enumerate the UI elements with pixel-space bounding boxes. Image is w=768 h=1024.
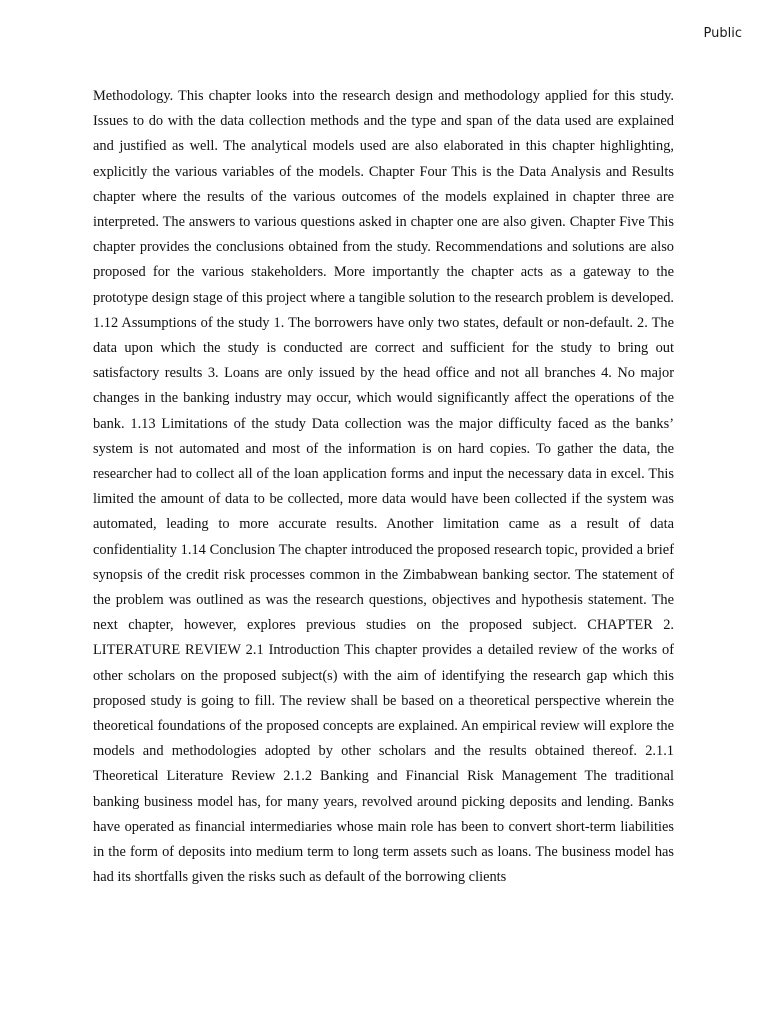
body-paragraph: Methodology. This chapter looks into the research design and methodology applied for this study. Issues to do with the data collection methods and the type and span of the data used are explained and justified as well. The analytical models used are also elaborated in this chapter highlighting, explicitly the various variables of the models. Chapter Four This is the Data Analysis and Results chapter where the results of the various outcomes of the models explained in chapter three are interpreted. The answers to various questions asked in chapter one are also given. Chapter Five This chapter provides the conclusions obtained from the study. Recommendations and solutions are also proposed for the various stakeholders. More importantly the chapter acts as a gateway to the prototype design stage of this project where a tangible solution to the research problem is developed. 1.12 Assumptions of the study 1. The borrowers have only two states, default or non-default. 2. The data upon which the study is conducted are correct and sufficient for the study to bring out satisfactory results 3. Loans are only issued by the head office and not all branches 4. No major changes in the banking industry may occur, which would significantly affect the operations of the bank. 1.13 Limitations of the study Data collection was the major difficulty faced as the banks’ system is not automated and most of the information is on hard copies. To gather the data, the researcher had to collect all of the loan application forms and input the necessary data in excel. This limited the amount of data to be collected, more data would have been collected if the system was automated, leading to more accurate results. Another limitation came as a result of data confidentiality 1.14 Conclusion The chapter introduced the proposed research topic, provided a brief synopsis of the credit risk processes common in the Zimbabwean banking sector. The statement of the problem was outlined as was the research questions, objectives and hypothesis statement. The next chapter, however, explores previous studies on the proposed subject. CHAPTER 2. LITERATURE REVIEW 2.1 Introduction This chapter provides a detailed review of the works of other scholars on the proposed subject(s) with the aim of identifying the research gap which this proposed study is going to fill. The review shall be based on a theoretical perspective wherein the theoretical foundations of the proposed concepts are explained. An empirical review will explore the models and methodologies adopted by other scholars and the results obtained thereof. 2.1.1 Theoretical Literature Review 2.1.2 Banking and Financial Risk Management The traditional banking business model has, for many years, revolved around picking deposits and lending. Banks have operated as financial intermediaries whose main role has been to convert short-term liabilities in the form of deposits into medium term to long term assets such as loans. The business model has had its shortfalls given the risks such as default of the borrowing clients [93,88,674,886]
classification-label: Public [703,26,742,41]
